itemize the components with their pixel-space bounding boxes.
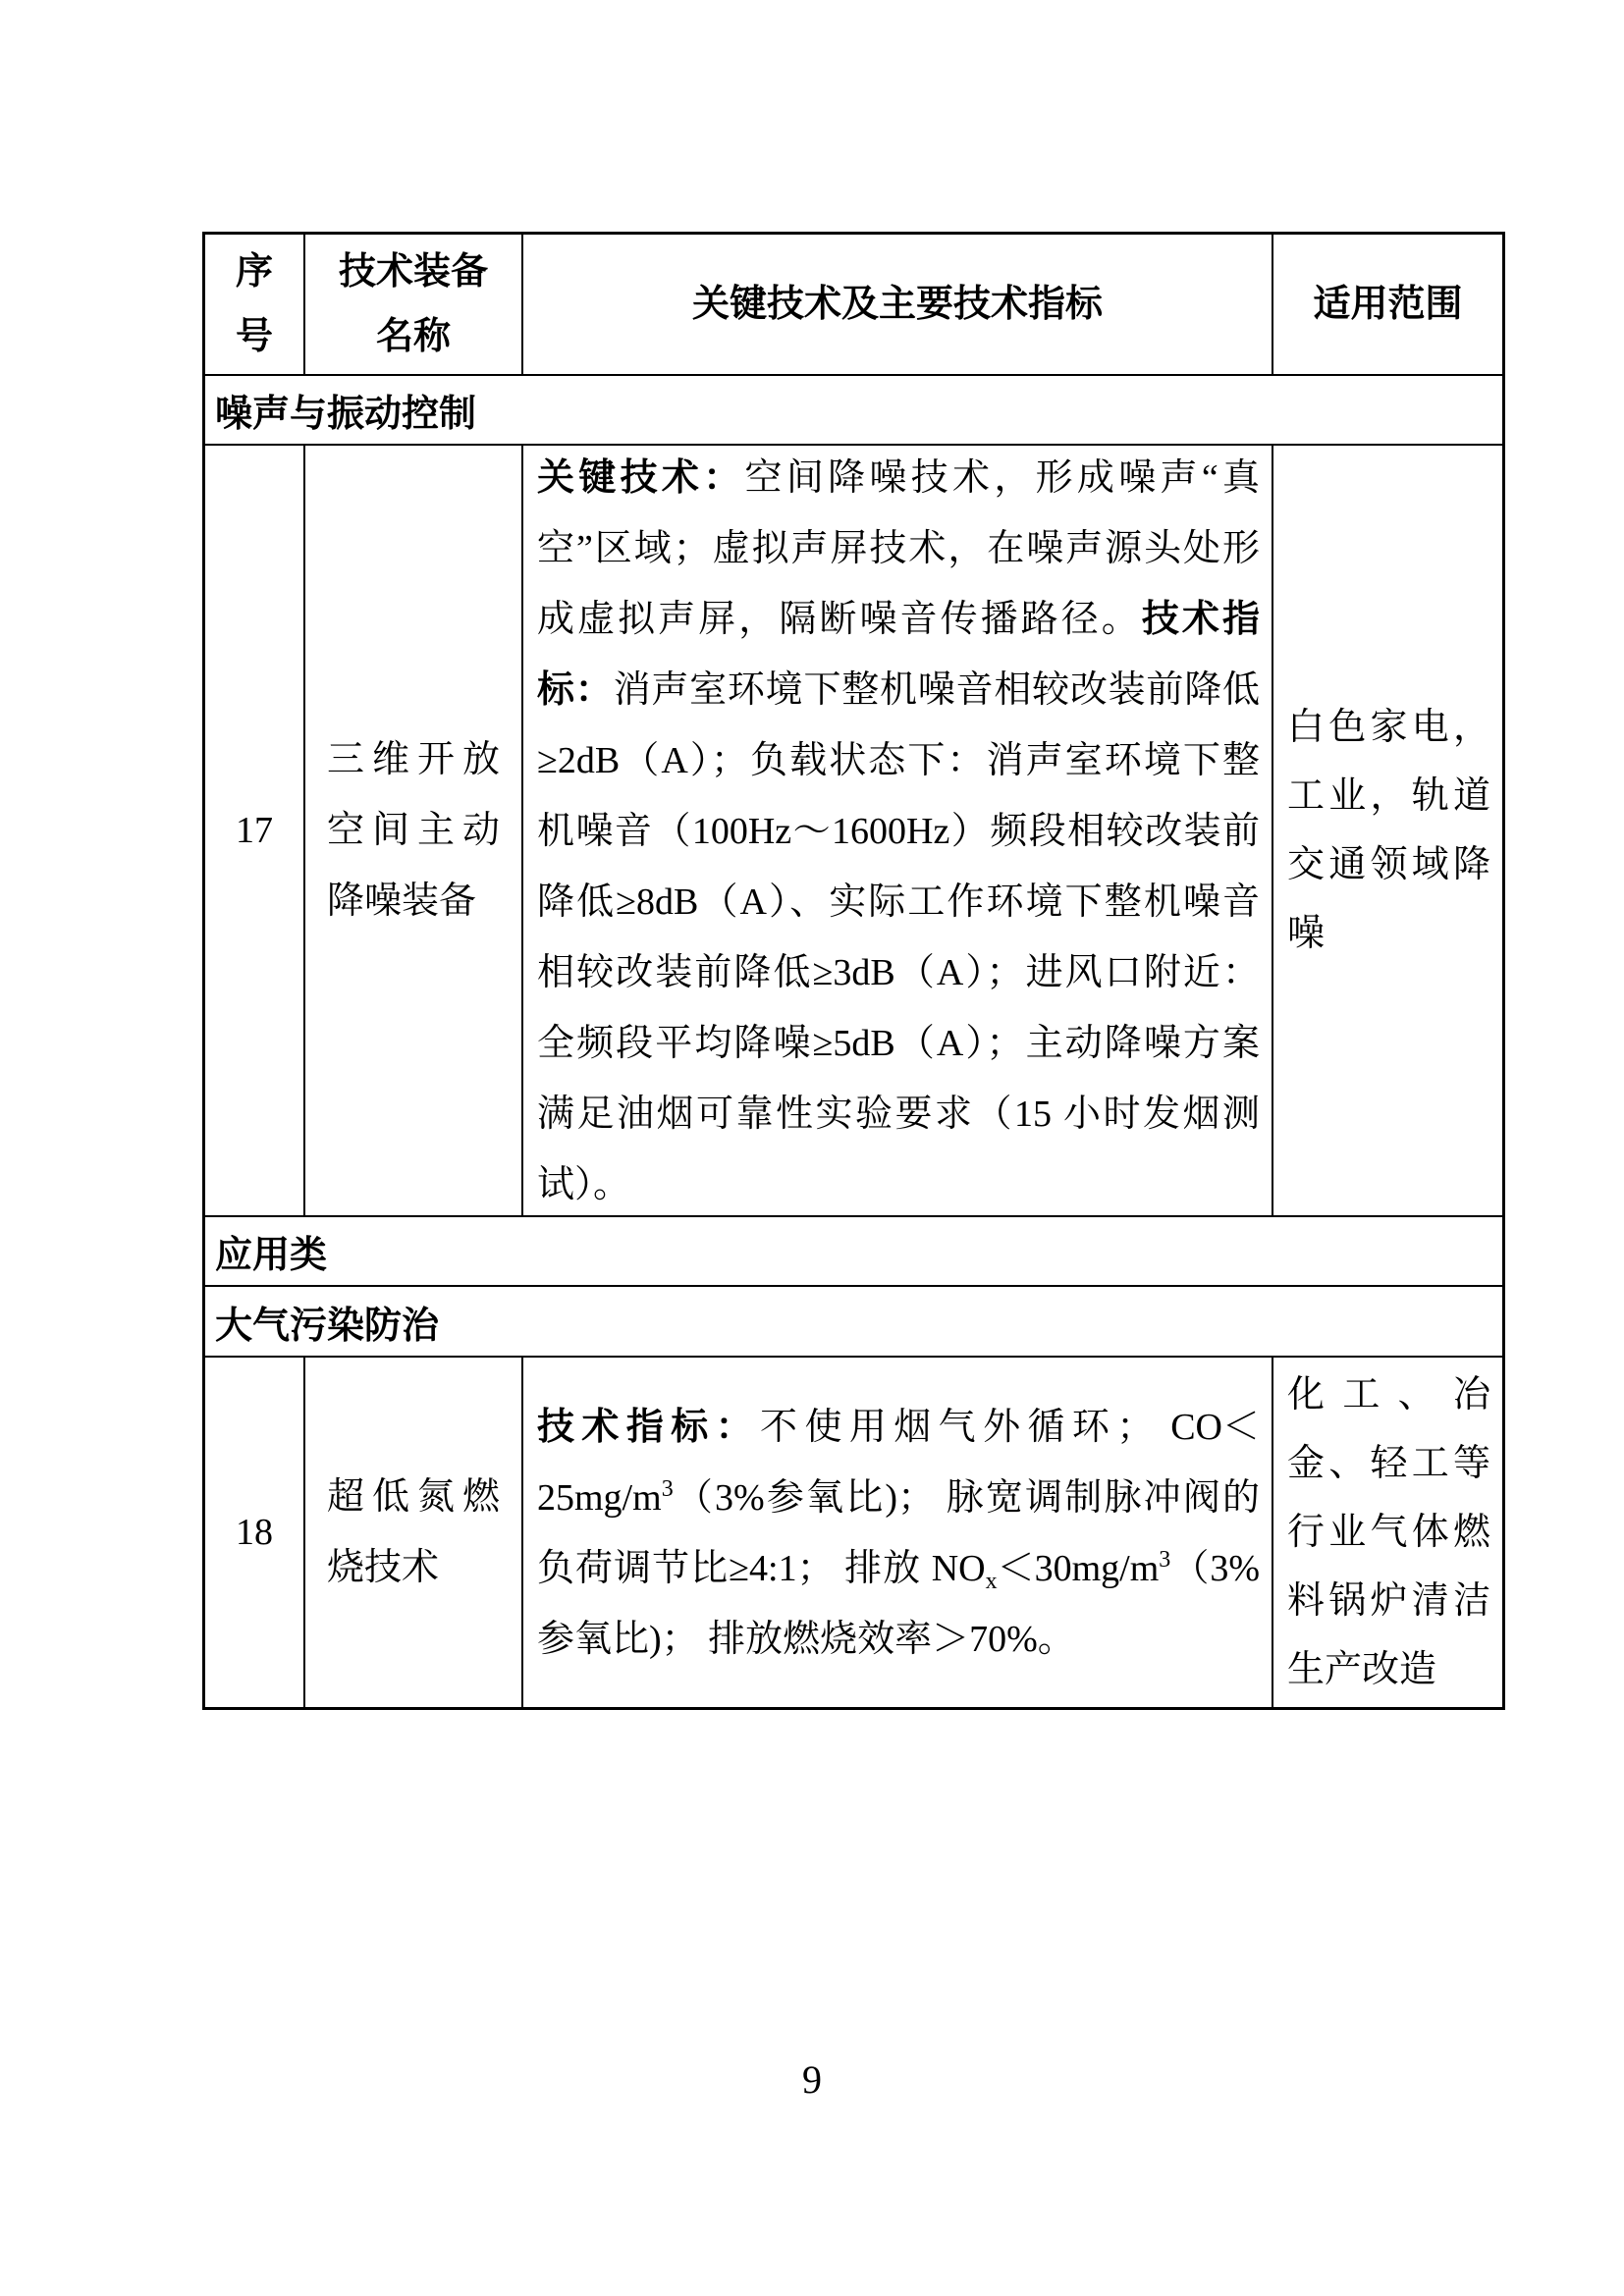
row-18-scope: [1272, 1358, 1502, 1707]
section-row-air-pollution: [205, 1285, 1502, 1356]
table-row-17: [205, 444, 1502, 1215]
row-18-serial-number: 18: [236, 1512, 273, 1553]
row-17-scope-text: 白色家电，工业，轨道交通领域降噪: [1287, 707, 1490, 954]
spec-table: [202, 232, 1505, 1710]
row-17-key-tech-text: 关键技术：空间降噪技术，形成噪声“真空”区域；虚拟声屏技术，在噪声源头处形成虚拟声屏，隔断噪音传播路径。技术指标：消声室环境下整机噪音相较改装前降低≥2dB（A）；负载状态下：消声室环境下整机噪音（100Hz～1600Hz）频段相较改装前降低≥8dB（A）、实际工作环境下整机噪音相较改装前降低≥3dB（A）；进风口附近：全频段平均降噪≥5dB（A）；主动降噪方案满足油烟可靠性实验要求（15 小时发烟测试）。: [537, 457, 1260, 1205]
row-18-equipment-name-text: 超低氮燃烧技术: [327, 1476, 500, 1588]
row-18-key-tech-text: 技术指标：不使用烟气外循环； $CO<25mg/m^3(3\%$参氧比)； 脉宽调制脉冲阀的负荷调节比≥4:1； 排放 $NO_x<30mg/m^3(3\%$参氧比)； 排放燃烧效率＞70%。: [537, 1407, 1260, 1660]
page-number: 9: [802, 2057, 822, 2102]
header-key-tech-label: 关键技术及主要技术指标: [691, 284, 1103, 325]
table-row-18: [205, 1356, 1502, 1707]
header-cell-equipment-name: [303, 235, 521, 374]
row-17-equipment-name-text: 三维开放空间主动降噪装备: [327, 739, 500, 922]
row-17-serial-number: 17: [236, 810, 273, 851]
header-serial-line2: 号: [235, 316, 273, 357]
header-cell-scope: [1272, 235, 1502, 374]
header-equipment-line2: 名称: [375, 316, 451, 357]
section-row-application: [205, 1215, 1502, 1285]
section-row-noise-control: [205, 374, 1502, 444]
header-scope-label: 适用范围: [1313, 284, 1463, 325]
row-17-scope: [1272, 446, 1502, 1215]
table-header-row: [205, 235, 1502, 374]
row-17-key-tech: [521, 446, 1272, 1215]
section-title-air-pollution: 大气污染防治: [215, 1305, 440, 1347]
row-17-equipment-name: [303, 446, 521, 1215]
section-title-application: 应用类: [215, 1235, 328, 1276]
row-18-key-tech: [521, 1358, 1272, 1707]
header-equipment-line1: 技术装备: [338, 251, 488, 293]
row-18-scope-text: 化工、冶金、轻工等行业气体燃料锅炉清洁生产改造: [1287, 1374, 1490, 1690]
header-cell-serial-number: [205, 235, 303, 374]
section-title-noise-control: 噪声与振动控制: [215, 394, 477, 435]
row-18-equipment-name: [303, 1358, 521, 1707]
header-serial-line1: 序: [235, 251, 273, 293]
header-cell-key-tech: [521, 235, 1272, 374]
